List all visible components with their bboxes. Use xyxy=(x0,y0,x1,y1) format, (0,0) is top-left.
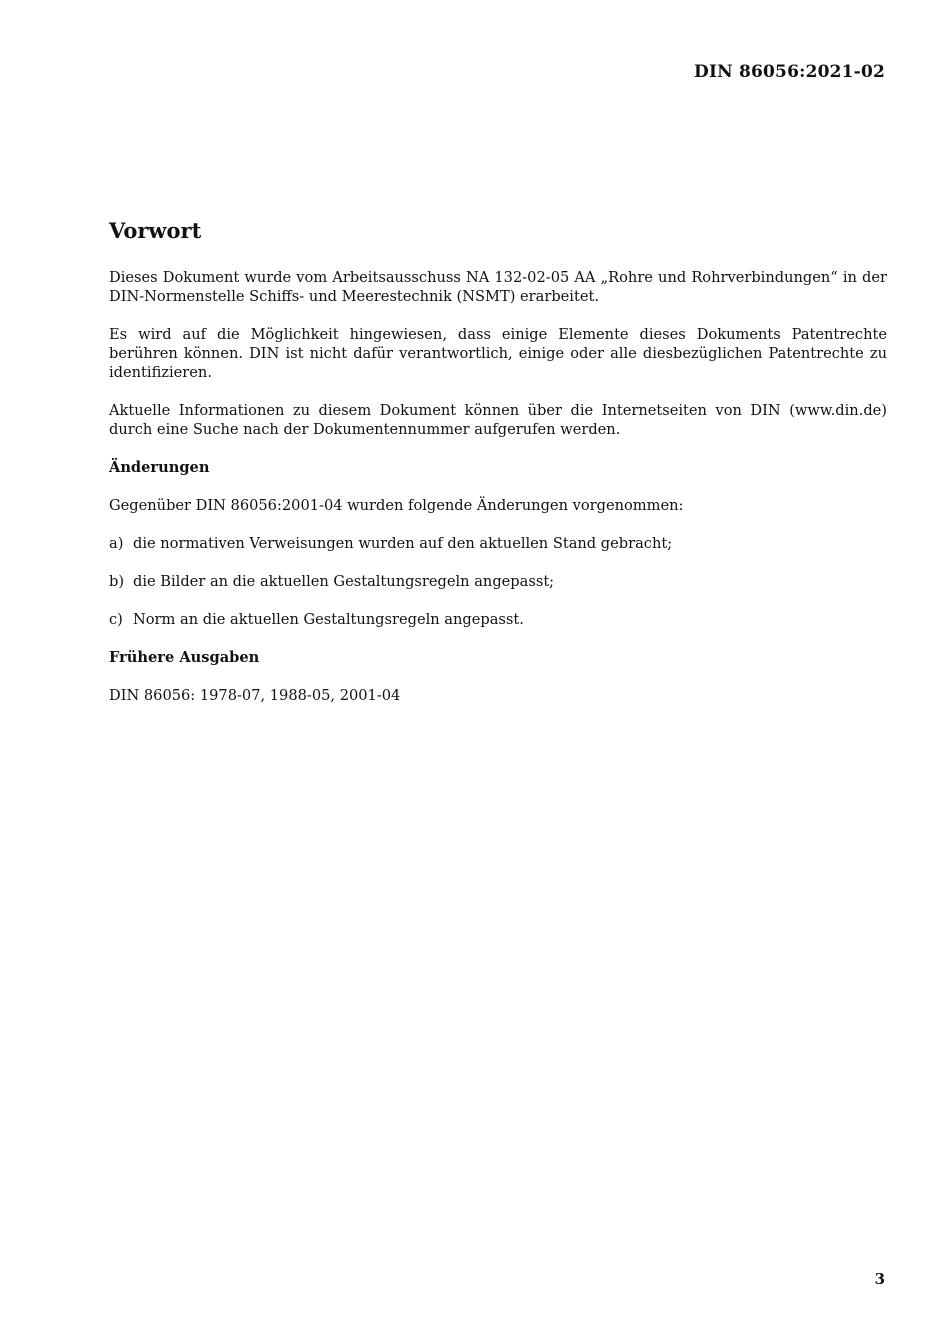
paragraph-current-info: Aktuelle Informationen zu diesem Dokument können über die Internetseiten von DIN (www.din.de) durch eine Suche nach der Dokumentennummer aufgerufen werden. xyxy=(109,402,887,438)
previous-editions-text: DIN 86056: 1978-07, 1988-05, 2001-04 xyxy=(109,687,401,704)
changes-intro: Gegenüber DIN 86056:2001-04 wurden folgende Änderungen vorgenommen: xyxy=(109,497,684,514)
previous-editions-heading: Frühere Ausgaben xyxy=(109,649,260,666)
list-marker: a) xyxy=(109,535,124,552)
list-item-text: Norm an die aktuellen Gestaltungsregeln angepasst. xyxy=(133,611,524,628)
list-marker: b) xyxy=(109,573,125,590)
list-item-text: die normativen Verweisungen wurden auf den aktuellen Stand gebracht; xyxy=(133,535,673,552)
paragraph-patent-notice: Es wird auf die Möglichkeit hingewiesen, dass einige Elemente dieses Dokuments Patentrechte berühren können. DIN ist nicht dafür verantwortlich, einige oder alle diesbezüglichen Patentrechte zu identifizieren. xyxy=(109,326,887,381)
list-item xyxy=(109,534,887,553)
list-item xyxy=(109,610,887,629)
page-number: 3 xyxy=(874,1270,885,1288)
changes-heading: Änderungen xyxy=(109,459,210,476)
list-item-text: die Bilder an die aktuellen Gestaltungsregeln angepasst; xyxy=(133,573,555,590)
document-identifier: DIN 86056:2021-02 xyxy=(694,62,885,82)
paragraph-committee: Dieses Dokument wurde vom Arbeitsausschuss NA 132-02-05 AA „Rohre und Rohrverbindungen“ in der DIN-Normenstelle Schiffs- und Meerestechnik (NSMT) erarbeitet. xyxy=(109,269,887,305)
list-marker: c) xyxy=(109,611,123,628)
foreword-section xyxy=(109,216,887,724)
page-title: Vorwort xyxy=(109,218,202,243)
list-item xyxy=(109,572,887,591)
